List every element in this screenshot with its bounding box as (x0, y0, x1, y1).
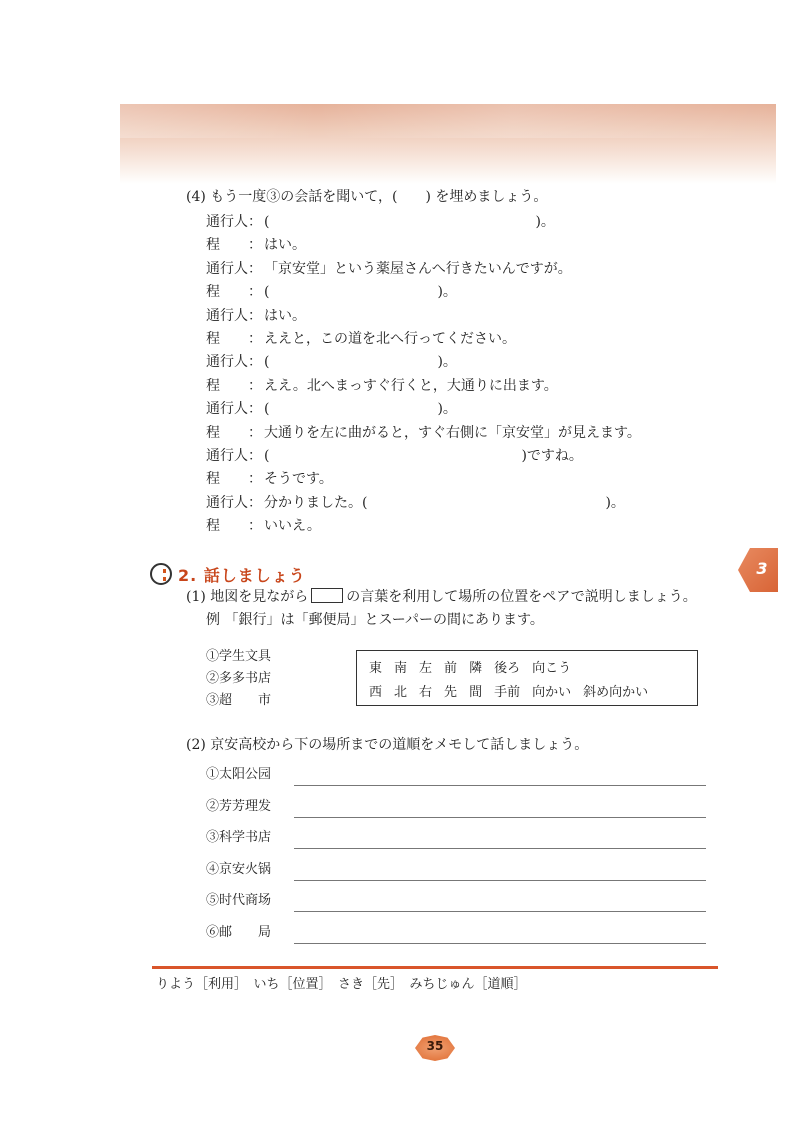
exercise-4-title: (4) もう一度③の会話を聞いて，( ) を埋めましょう。 (186, 189, 548, 205)
footer-vocabulary: りよう［利用］ いち［位置］ さき［先］ みちじゅん［道順］ (156, 977, 527, 992)
line-text: ( )。 (264, 401, 457, 418)
word-bank-term: 手前 (494, 685, 521, 700)
question-1 (186, 587, 697, 607)
footer-rule (152, 966, 718, 969)
word-box-marker (311, 588, 343, 603)
section-2-title: 2. 話しましょう (178, 565, 306, 585)
destination-label: ③科学书店 (206, 830, 272, 846)
conversation-line (206, 352, 457, 372)
line-text: 「京安堂」という薬屋さんへ行きたいんですが。 (264, 260, 572, 277)
speech-icon (150, 563, 172, 585)
header-banner (120, 104, 776, 184)
conversation-line (206, 235, 306, 255)
line-text: はい。 (264, 237, 306, 254)
speaker-label: 通行人： (206, 354, 262, 371)
word-bank-term: 西 (369, 685, 383, 700)
section-2-heading (150, 561, 306, 587)
conversation-line (206, 399, 457, 419)
speaker-label: 程 ： (206, 377, 262, 394)
place-item: ③超 市 (206, 693, 272, 708)
memo-write-line[interactable] (294, 848, 706, 849)
conversation-line (206, 469, 333, 489)
destination-label: ②芳芳理发 (206, 798, 272, 814)
line-text: 分かりました。( )。 (264, 494, 625, 511)
speaker-label: 通行人： (206, 448, 262, 464)
memo-write-line[interactable] (294, 911, 706, 912)
word-bank-term: 前 (444, 661, 458, 676)
word-bank-row-2 (369, 681, 660, 700)
word-bank-term: 南 (394, 661, 408, 676)
speaker-label: 程 ： (206, 471, 262, 488)
word-bank-row-1 (369, 657, 583, 676)
word-bank-term: 向かい (532, 685, 572, 700)
word-bank-term: 右 (419, 685, 433, 700)
destination-label: ④京安火锅 (206, 861, 272, 877)
word-bank (356, 650, 698, 706)
memo-row (206, 892, 706, 914)
speaker-label: 程 ： (206, 424, 262, 441)
memo-row (206, 829, 706, 851)
line-text: いいえ。 (264, 518, 321, 535)
speaker-label: 通行人： (206, 307, 262, 324)
memo-write-line[interactable] (294, 785, 706, 786)
chapter-number: 3 (756, 559, 768, 578)
page-number: 35 (426, 1039, 444, 1053)
line-text: ( )。 (264, 214, 555, 230)
line-text: 大通りを左に曲がると，すぐ右側に「京安堂」が見えます。 (264, 424, 641, 441)
memo-row (206, 798, 706, 820)
line-text: ( )ですね。 (264, 448, 583, 464)
memo-write-line[interactable] (294, 943, 706, 944)
speaker-label: 通行人： (206, 494, 262, 511)
speaker-label: 程 ： (206, 331, 262, 347)
speaker-label: 程 ： (206, 518, 262, 535)
speaker-label: 通行人： (206, 214, 262, 230)
conversation-line (206, 306, 306, 326)
memo-row (206, 766, 706, 788)
speaker-label: 程 ： (206, 284, 262, 301)
word-bank-term: 後ろ (494, 661, 521, 676)
destination-label: ⑤时代商场 (206, 893, 272, 909)
line-text: ( )。 (264, 284, 457, 301)
speaker-label: 程 ： (206, 237, 262, 254)
example-sentence: 例 「銀行」は「郵便局」とスーパーの間にあります。 (206, 612, 544, 628)
speaker-label: 通行人： (206, 401, 262, 418)
speaker-label: 通行人： (206, 260, 262, 277)
word-bank-term: 隣 (469, 661, 483, 676)
conversation-line (206, 423, 641, 443)
conversation-line (206, 516, 321, 536)
destination-label: ①太阳公园 (206, 767, 272, 782)
word-bank-term: 東 (369, 661, 383, 676)
conversation-line (206, 446, 583, 466)
word-bank-term: 間 (469, 685, 483, 700)
question-1-lead: (1) 地図を見ながら (186, 589, 309, 605)
destination-label: ⑥邮 局 (206, 925, 272, 940)
line-text: ええと，この道を北へ行ってください。 (264, 331, 516, 347)
word-bank-term: 先 (444, 685, 458, 700)
conversation-line (206, 329, 516, 349)
conversation-line (206, 212, 555, 232)
word-bank-term: 北 (394, 685, 408, 700)
conversation-line (206, 376, 558, 396)
place-item: ①学生文具 (206, 649, 272, 664)
conversation-line (206, 282, 457, 302)
conversation-line (206, 493, 625, 513)
memo-write-line[interactable] (294, 817, 706, 818)
word-bank-term: 斜め向かい (583, 685, 649, 700)
word-bank-term: 左 (419, 661, 433, 676)
memo-row (206, 924, 706, 946)
word-bank-term: 向こう (532, 661, 572, 676)
line-text: ( )。 (264, 354, 457, 371)
place-item: ②多多书店 (206, 671, 272, 686)
line-text: そうです。 (264, 471, 333, 488)
question-1-rest: の言葉を利用して場所の位置をペアで説明しましょう。 (346, 589, 697, 605)
line-text: ええ。北へまっすぐ行くと，大通りに出ます。 (264, 377, 558, 394)
question-2: (2) 京安高校から下の場所までの道順をメモして話しましょう。 (186, 737, 589, 753)
memo-write-line[interactable] (294, 880, 706, 881)
conversation-line (206, 259, 572, 279)
line-text: はい。 (264, 307, 306, 324)
memo-row (206, 861, 706, 883)
